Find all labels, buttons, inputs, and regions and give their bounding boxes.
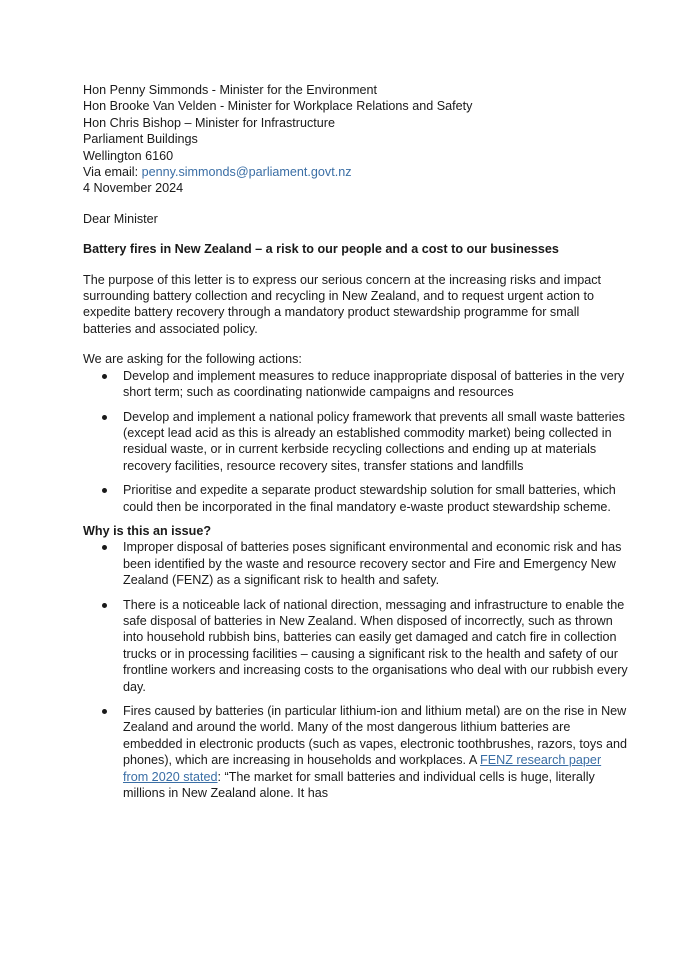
bullet-icon [102,488,107,493]
list-item-text: Develop and implement measures to reduce inappropriate disposal of batteries in the very short term; such as coordinating nationwide campaigns and resources [123,368,625,400]
bullet-icon [102,415,107,420]
list-item [83,482,628,515]
bullet-icon [102,545,107,550]
fenz-research-link[interactable]: FENZ research paper from 2020 stated [123,753,602,784]
letter-date: 4 November 2024 [83,181,184,196]
issue-text-before: Fires caused by batteries (in particular lithium-ion and lithium metal) are on the rise in New Zealand and around the world. Many of the most dangerous lithium batteries are embedded in electronic products (such as vapes, electronic toothbrushes, razors, toys and phones), which are increasing in households and workplaces. A [123,704,628,768]
list-item [83,368,628,401]
bullet-icon [102,374,107,379]
issue-text-after: : “The market for small batteries and individual cells is huge, literally millions in New Zealand alone. It has [123,769,595,801]
recipient-line: Hon Brooke Van Velden - Minister for Workplace Relations and Safety [83,99,473,114]
recipient-line: Hon Penny Simmonds - Minister for the Environment [83,83,377,97]
list-item [83,703,628,801]
actions-intro: We are asking for the following actions: [83,352,302,367]
list-item-text [123,704,627,800]
bullet-icon [102,603,107,608]
address-line: Parliament Buildings [83,132,198,147]
section-heading: Why is this an issue? [83,523,212,538]
salutation: Dear Minister [83,211,158,226]
recipient-address-block [83,82,628,197]
recipient-line: Hon Chris Bishop – Minister for Infrastructure [83,115,335,130]
issues-list [83,539,628,801]
list-item [83,597,628,695]
letter-page [83,82,628,809]
purpose-paragraph: The purpose of this letter is to express our serious concern at the increasing risks and impact surrounding battery collection and recycling in New Zealand, and to request urgent action to expedite battery recovery through a mandatory product stewardship programme for small batteries and associated policy. [83,272,601,336]
email-line [83,164,628,180]
list-item [83,539,628,588]
list-item-text: Improper disposal of batteries poses significant environmental and economic risk and has been identified by the waste and resource recovery sector and Fire and Emergency New Zealand (FENZ) as a significant risk to health and safety. [123,540,622,588]
list-item [83,409,628,475]
list-item-text: There is a noticeable lack of national direction, messaging and infrastructure to enable the safe disposal of batteries in New Zealand. When disposed of incorrectly, such as thrown into household rubbish bins, batteries can easily get damaged and catch fire in collection trucks or in processing facilities – causing a significant risk to the health and safety of our frontline workers and increasing costs to the organisations who deal with our rubbish every day. [123,597,628,694]
address-line: Wellington 6160 [83,148,174,163]
list-item-text: Prioritise and expedite a separate product stewardship solution for small batteries, which could then be incorporated in the final mandatory e-waste product stewardship scheme. [123,483,616,514]
email-label: Via email: [83,165,142,180]
subject-heading: Battery fires in New Zealand – a risk to our people and a cost to our businesses [83,242,559,257]
actions-list [83,368,628,515]
list-item-text: Develop and implement a national policy framework that prevents all small waste batteries (except lead acid as this is already an established commodity market) being collected in residual waste, or in current kerbside recycling collections and ending up at materials recovery facilities, resource recovery sites, transfer stations and landfills [123,409,625,473]
bullet-icon [102,709,107,714]
email-link[interactable]: penny.simmonds@parliament.govt.nz [141,165,352,180]
